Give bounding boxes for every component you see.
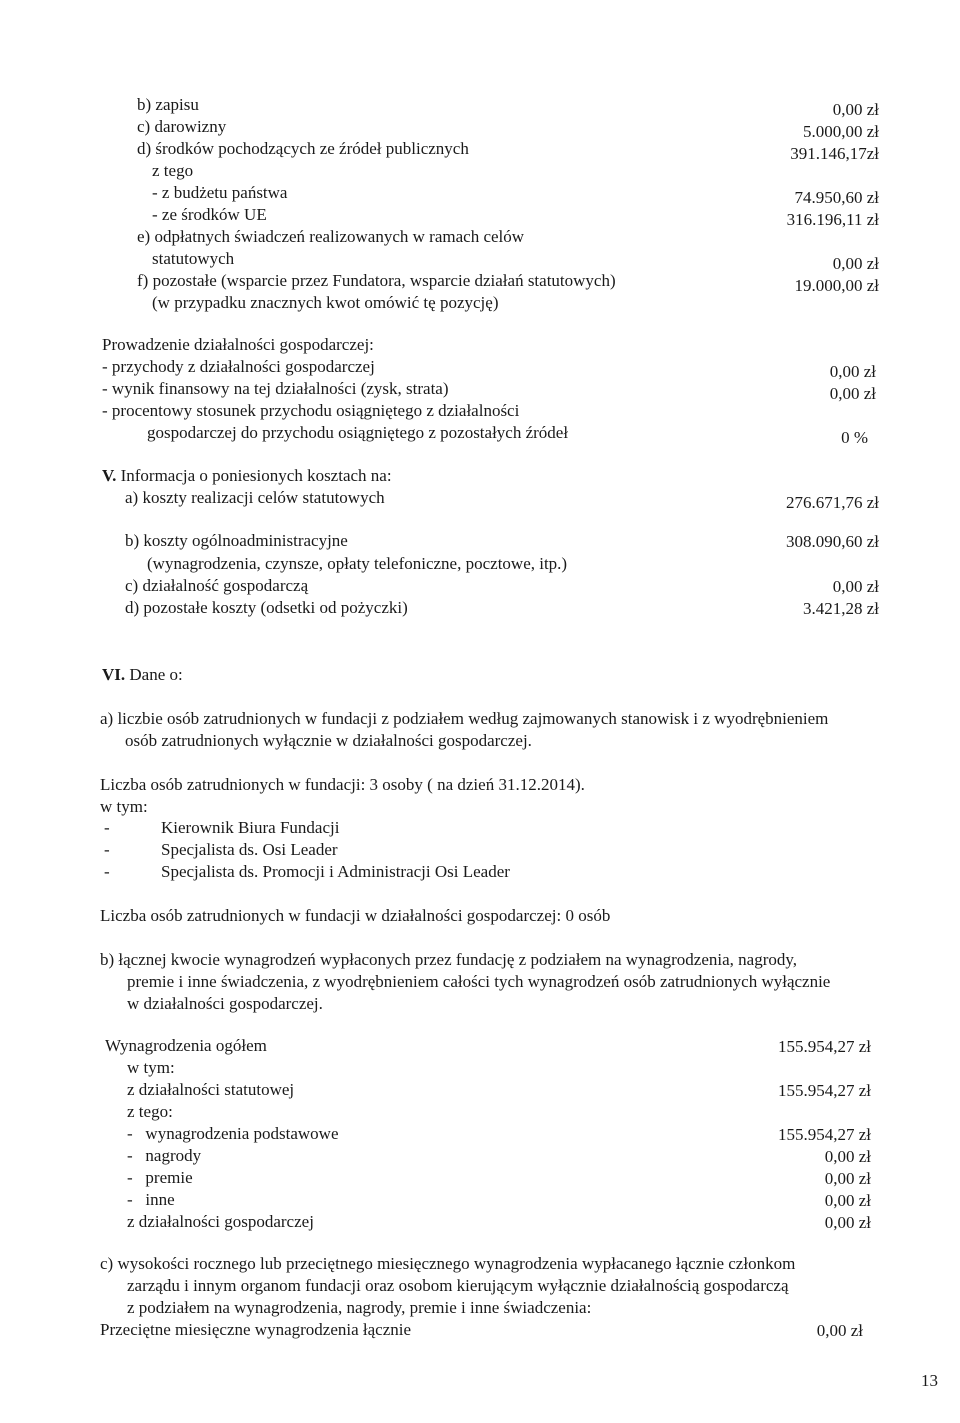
business-label-przychody: - przychody z działalności gospodarczej (102, 357, 375, 376)
income-label-budzet: - z budżetu państwa (152, 183, 288, 202)
business-label-wynik: - wynik finansowy na tej działalności (zysk, strata) (102, 379, 449, 398)
employees-count: Liczba osób zatrudnionych w fundacji: 3 osoby ( na dzień 31.12.2014). (100, 775, 585, 794)
salary-label-ztego: z tego: (127, 1102, 173, 1121)
salary-value-total: 155.954,27 zł (777, 1037, 871, 1056)
income-value-budzet: 74.950,60 zł (794, 188, 879, 207)
salary-value-nagrody: 0,00 zł (824, 1147, 871, 1166)
income-label-darowizny: c) darowizny (137, 117, 227, 136)
section6-c-line1: c) wysokości rocznego lub przeciętnego miesięcznego wynagrodzenia wypłacanego łącznie członkom (100, 1254, 796, 1273)
salary-value-inne: 0,00 zł (824, 1191, 871, 1210)
section6-c-line2: zarządu i innym organom fundacji oraz osobom kierującym wyłącznie działalnością gospodarczą (127, 1276, 789, 1295)
income-value-statutowych: 0,00 zł (832, 254, 879, 273)
income-label-pozostale: f) pozostałe (wsparcie przez Fundatora, wsparcie działań statutowych) (137, 271, 616, 290)
section6-a-line1: a) liczbie osób zatrudnionych w fundacji z podziałem według zajmowanych stanowisk i z wyodrębnieniem (100, 709, 829, 728)
income-value-zapisu: 0,00 zł (832, 100, 879, 119)
section6-number: VI. (102, 665, 126, 684)
position-3: Specjalista ds. Promocji i Administracji Osi Leader (161, 862, 510, 881)
position-dash-3: - (104, 862, 110, 881)
section6-c-line3: z podziałem na wynagrodzenia, nagrody, premie i inne świadczenia: (127, 1298, 592, 1317)
section6-b-line1: b) łącznej kwocie wynagrodzeń wypłaconych przez fundację z podziałem na wynagrodzenia, nagrody, (100, 950, 797, 969)
income-value-pozostale: 19.000,00 zł (794, 276, 879, 295)
costs-label-admin-detail: (wynagrodzenia, czynsze, opłaty telefoniczne, pocztowe, itp.) (147, 554, 568, 573)
business-employees: Liczba osób zatrudnionych w fundacji w działalności gospodarczej: 0 osób (100, 906, 611, 925)
section6-a-line2: osób zatrudnionych wyłącznie w działalności gospodarczej. (125, 731, 532, 750)
position-1: Kierownik Biura Fundacji (161, 818, 340, 837)
costs-value-statutowe: 276.671,76 zł (785, 493, 879, 512)
salary-label-wtym: w tym: (127, 1058, 175, 1077)
income-label-publiczne: d) środków pochodzących ze źródeł publicznych (137, 139, 469, 158)
salary-value-gospodarcza: 0,00 zł (824, 1213, 871, 1232)
avg-salary-value: 0,00 zł (816, 1321, 863, 1340)
position-dash-1: - (104, 818, 110, 837)
salary-label-nagrody: - nagrody (127, 1146, 202, 1165)
salary-label-inne: - inne (127, 1190, 175, 1209)
salary-value-statutowa: 155.954,27 zł (777, 1081, 871, 1100)
section6-heading-text: Dane o: (129, 665, 183, 684)
business-label-procent: - procentowy stosunek przychodu osiągniętego z działalności (102, 401, 520, 420)
employees-wtym: w tym: (100, 797, 148, 816)
section6-b-line2: premie i inne świadczenia, z wyodrębnieniem całości tych wynagrodzeń osób zatrudnionych wyłącznie (127, 972, 831, 991)
position-dash-2: - (104, 840, 110, 859)
costs-number: V. (102, 466, 117, 485)
income-note: (w przypadku znacznych kwot omówić tę pozycję) (152, 293, 499, 312)
salary-label-gospodarcza: z działalności gospodarczej (127, 1212, 314, 1231)
costs-value-admin: 308.090,60 zł (785, 532, 879, 551)
salary-value-podstawowe: 155.954,27 zł (777, 1125, 871, 1144)
costs-heading (102, 465, 392, 486)
costs-value-gospodarcza: 0,00 zł (832, 577, 879, 596)
income-label-odplatne: e) odpłatnych świadczeń realizowanych w ramach celów (137, 227, 525, 246)
business-value-procent: 0 % (841, 428, 868, 447)
section6-heading (102, 664, 183, 685)
salary-label-premie: - premie (127, 1168, 193, 1187)
section6-b-line3: w działalności gospodarczej. (127, 994, 323, 1013)
avg-salary-label: Przeciętne miesięczne wynagrodzenia łącznie (100, 1320, 412, 1339)
business-value-wynik: 0,00 zł (829, 384, 876, 403)
costs-label-admin: b) koszty ogólnoadministracyjne (125, 531, 348, 550)
costs-heading-text: Informacja o poniesionych kosztach na: (120, 466, 392, 485)
income-value-publiczne: 391.146,17zł (790, 144, 879, 163)
position-2: Specjalista ds. Osi Leader (161, 840, 338, 859)
salary-label-podstawowe: - wynagrodzenia podstawowe (127, 1124, 339, 1143)
business-value-przychody: 0,00 zł (829, 362, 876, 381)
income-value-ue: 316.196,11 zł (786, 210, 879, 229)
costs-label-gospodarcza: c) działalność gospodarczą (125, 576, 309, 595)
business-heading: Prowadzenie działalności gospodarczej: (102, 335, 374, 354)
costs-value-pozostale: 3.421,28 zł (802, 599, 879, 618)
income-label-ue: - ze środków UE (152, 205, 267, 224)
salary-value-premie: 0,00 zł (824, 1169, 871, 1188)
income-value-darowizny: 5.000,00 zł (802, 122, 879, 141)
business-label-procent-cont: gospodarczej do przychodu osiągniętego z pozostałych źródeł (147, 423, 569, 442)
income-label-ztego: z tego (152, 161, 194, 180)
page-number: 13 (921, 1371, 938, 1390)
salary-label-statutowa: z działalności statutowej (127, 1080, 295, 1099)
costs-label-pozostale: d) pozostałe koszty (odsetki od pożyczki) (125, 598, 408, 617)
income-label-zapisu: b) zapisu (137, 95, 199, 114)
income-label-statutowych: statutowych (152, 249, 235, 268)
costs-label-statutowe: a) koszty realizacji celów statutowych (125, 488, 385, 507)
salary-label-total: Wynagrodzenia ogółem (105, 1036, 267, 1055)
